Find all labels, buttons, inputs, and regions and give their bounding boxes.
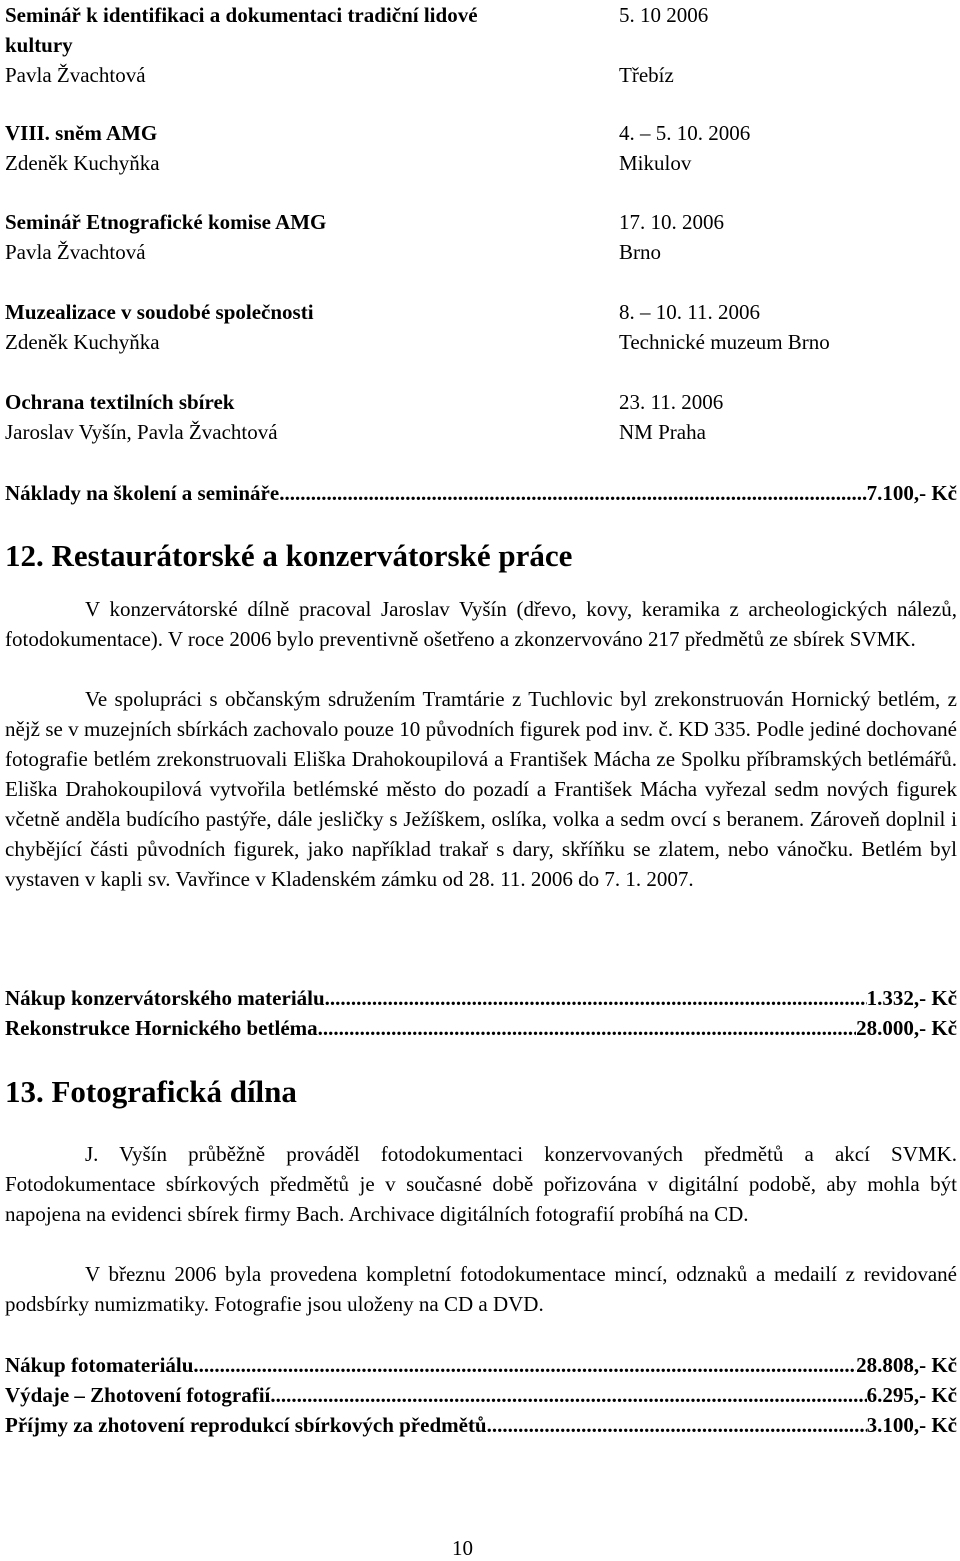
event-title: Seminář Etnografické komise AMG bbox=[5, 210, 327, 234]
cost-label: Nákup konzervátorského materiálu bbox=[5, 986, 325, 1010]
event-date: 8. – 10. 11. 2006 bbox=[619, 300, 760, 324]
event-place: NM Praha bbox=[619, 420, 706, 444]
cost-amount: 28.000,- Kč bbox=[856, 1016, 957, 1040]
cost-amount: 3.100,- Kč bbox=[866, 1413, 957, 1437]
cost-amount: 7.100,- Kč bbox=[866, 481, 957, 505]
event-place: Technické muzeum Brno bbox=[619, 330, 830, 354]
event-person: Pavla Žvachtová bbox=[5, 63, 146, 87]
paragraph: V konzervátorské dílně pracoval Jaroslav Vyšín (dřevo, kovy, keramika z archeologických nálezů, fotodokumentace). V roce 2006 bylo preventivně ošetřeno a zkonzervováno 217 předmětů ze sbírek SVMK. bbox=[5, 597, 957, 651]
cost-amount: 6.295,- Kč bbox=[866, 1383, 957, 1407]
cost-line bbox=[5, 1380, 957, 1410]
event-person: Zdeněk Kuchyňka bbox=[5, 151, 160, 175]
leader-dots bbox=[279, 478, 866, 508]
event-place: Brno bbox=[619, 240, 661, 264]
section-13-title: 13. Fotografická dílna bbox=[5, 1074, 297, 1109]
cost-label: Nákup fotomateriálu bbox=[5, 1353, 194, 1377]
section-heading bbox=[5, 536, 572, 576]
cost-label: Rekonstrukce Hornického betléma bbox=[5, 1016, 318, 1040]
section-heading bbox=[5, 1072, 297, 1112]
event-title: VIII. sněm AMG bbox=[5, 121, 158, 145]
event-person: Pavla Žvachtová bbox=[5, 240, 146, 264]
leader-dots bbox=[318, 1013, 856, 1043]
event-date: 5. 10 2006 bbox=[619, 3, 709, 27]
cost-label: Výdaje – Zhotovení fotografií bbox=[5, 1383, 271, 1407]
leader-dots bbox=[487, 1410, 867, 1440]
cost-label: Náklady na školení a semináře bbox=[5, 481, 280, 505]
page-number: 10 bbox=[452, 1536, 473, 1560]
paragraph: V březnu 2006 byla provedena kompletní fotodokumentace mincí, odznaků a medailí z revidované podsbírky numizmatiky. Fotografie jsou uloženy na CD a DVD. bbox=[5, 1262, 957, 1316]
event-person: Zdeněk Kuchyňka bbox=[5, 330, 160, 354]
cost-line bbox=[5, 1350, 957, 1380]
cost-line bbox=[5, 478, 957, 508]
event-date: 4. – 5. 10. 2006 bbox=[619, 121, 751, 145]
paragraph: Ve spolupráci s občanským sdružením Tramtárie z Tuchlovic byl zrekonstruován Hornický betlém, z nějž se v muzejních sbírkách zachovalo pouze 10 původních figurek pod inv. č. KD 335. Podle jediné dochované fotografie betlém zrekonstruovali Eliška Drahokoupilová a František Mácha ze Spolku příbramských betlémářů. Eliška Drahokoupilová vytvořila betlémské město do pozadí a František Mácha vyřezal sedm nových figurek včetně anděla budícího pastýře, dále jesličky s Ježíškem, oslíka, volka a sedm ovcí s beranem. Zároveň doplnil i chybějící části původních figurek, jako například trakař s dary, skříňku se zlatem, nebo vánočku. Betlém byl vystaven v kapli sv. Vavřince v Kladenském zámku od 28. 11. 2006 do 7. 1. 2007. bbox=[5, 687, 957, 891]
event-title: Seminář k identifikaci a dokumentaci tradiční lidové kultury bbox=[5, 3, 478, 57]
leader-dots bbox=[193, 1350, 856, 1380]
event-person: Jaroslav Vyšín, Pavla Žvachtová bbox=[5, 420, 278, 444]
leader-dots bbox=[270, 1380, 866, 1410]
paragraph: J. Vyšín průběžně prováděl fotodokumentaci konzervovaných předmětů a akcí SVMK. Fotodokumentace sbírkových předmětů je v současné době pořizována v digitální podobě, aby mohla být napojena na evidenci sbírek firmy Bach. Archivace digitálních fotografií probíhá na CD. bbox=[5, 1142, 957, 1226]
cost-label: Příjmy za zhotovení reprodukcí sbírkových předmětů bbox=[5, 1413, 487, 1437]
cost-line bbox=[5, 1013, 957, 1043]
event-title: Muzealizace v soudobé společnosti bbox=[5, 300, 314, 324]
event-title: Ochrana textilních sbírek bbox=[5, 390, 235, 414]
event-date: 23. 11. 2006 bbox=[619, 390, 724, 414]
cost-line bbox=[5, 1410, 957, 1440]
event-place: Třebíz bbox=[619, 63, 674, 87]
cost-amount: 28.808,- Kč bbox=[856, 1353, 957, 1377]
leader-dots bbox=[325, 983, 867, 1013]
cost-line bbox=[5, 983, 957, 1013]
event-place: Mikulov bbox=[619, 151, 692, 175]
event-date: 17. 10. 2006 bbox=[619, 210, 724, 234]
cost-amount: 1.332,- Kč bbox=[866, 986, 957, 1010]
section-12-title: 12. Restaurátorské a konzervátorské práce bbox=[5, 538, 573, 573]
